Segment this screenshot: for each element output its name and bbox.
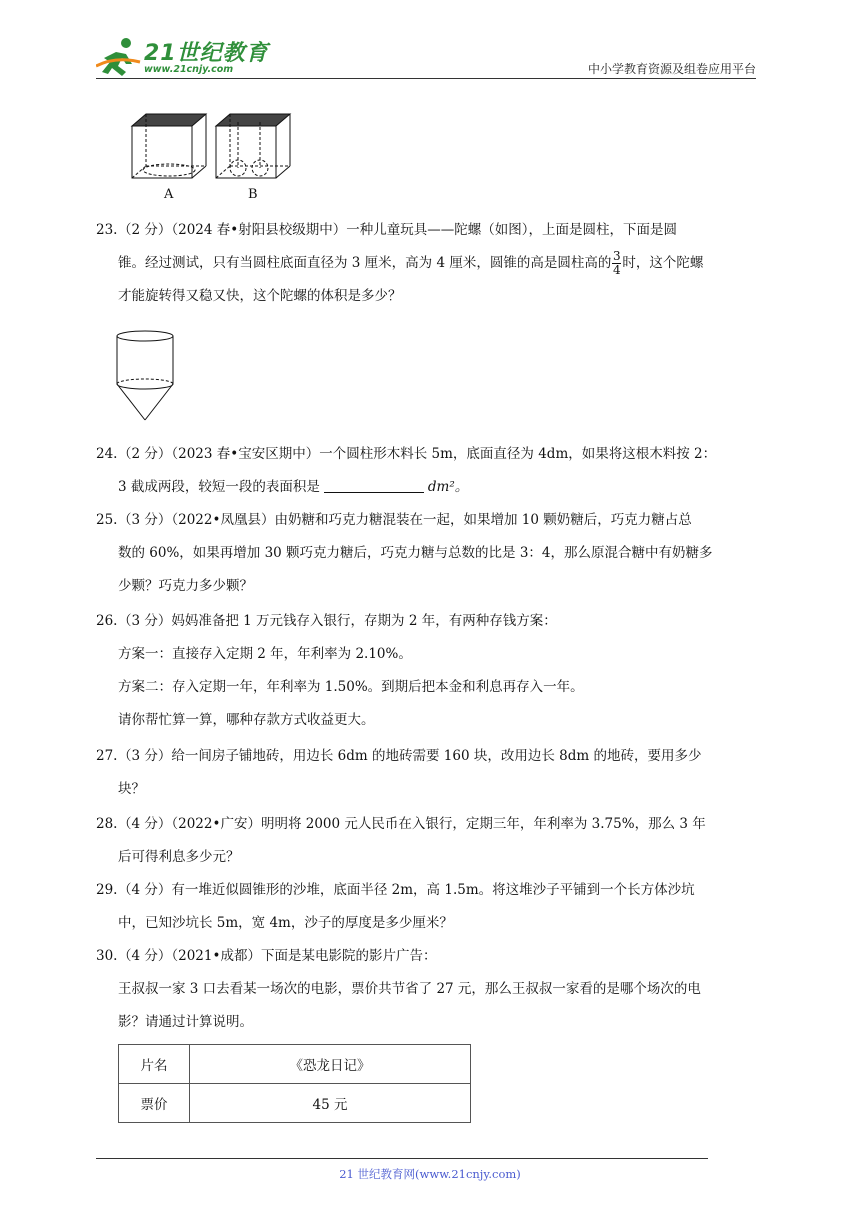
question-27 (96, 740, 764, 806)
question-text: （3 分）给一间房子铺地砖，用边长 6dm 的地砖需要 160 块，改用边长 8dm 的地砖，要用多少 (118, 748, 702, 764)
question-text: 影？请通过计算说明。 (118, 1014, 253, 1030)
film-ad-table (118, 1044, 471, 1123)
question-text: 数的 60%，如果再增加 30 颗巧克力糖后，巧克力糖与总数的比是 3：4，那么原混合糖中有奶糖多 (118, 545, 713, 561)
question-number: 30. (96, 948, 118, 964)
question-text: （4 分）有一堆近似圆锥形的沙堆，底面半径 2m，高 1.5m。将这堆沙子平铺到一个长方体沙坑 (118, 882, 695, 898)
question-number: 25. (96, 512, 118, 528)
question-26 (96, 605, 764, 737)
question-number: 27. (96, 748, 118, 764)
question-number: 29. (96, 882, 118, 898)
question-text: 才能旋转得又稳又快，这个陀螺的体积是多少？ (118, 288, 402, 304)
question-text: （3 分）（2022•凤凰县）由奶糖和巧克力糖混装在一起，如果增加 10 颗奶糖后，巧克力糖占总 (118, 512, 692, 528)
question-text: 方案一：直接存入定期 2 年，年利率为 2.10%。 (118, 646, 412, 662)
table-cell-label: 片名 (119, 1045, 190, 1084)
question-text: 请你帮忙算一算，哪种存款方式收益更大。 (118, 712, 375, 728)
table-cell-label: 票价 (119, 1084, 190, 1123)
question-text: 时，这个陀螺 (622, 255, 704, 271)
question-number: 23. (96, 222, 118, 238)
table-row (119, 1084, 471, 1123)
logo-text: 21世纪教育 (144, 41, 269, 66)
question-number: 28. (96, 816, 118, 832)
footer-divider (96, 1158, 708, 1159)
question-23 (96, 214, 764, 313)
footer-link[interactable]: 21 世纪教育网(www.21cnjy.com) (339, 1167, 521, 1181)
answer-blank[interactable] (324, 478, 424, 493)
question-text: （2 分）（2024 春•射阳县校级期中）一种儿童玩具——陀螺（如图），上面是圆柱，下面是圆 (118, 222, 677, 238)
question-text: （3 分）妈妈准备把 1 万元钱存入银行，存期为 2 年，有两种存钱方案： (118, 613, 557, 629)
question-text: （4 分）（2021•成都）下面是某电影院的影片广告： (118, 948, 437, 964)
table-row (119, 1045, 471, 1084)
cuboid-figure (124, 108, 304, 200)
figure-label-b: B (248, 187, 258, 200)
question-text: （2 分）（2023 春•宝安区期中）一个圆柱形木料长 5m，底面直径为 4dm，如果将这根木料按 2： (118, 446, 717, 462)
spinning-top-figure (112, 328, 178, 424)
question-text: 3 截成两段，较短一段的表面积是 (118, 479, 320, 495)
fraction: $\frac{3}{4}$ (613, 249, 621, 277)
table-cell-value: 《恐龙日记》 (190, 1045, 471, 1084)
header-divider (96, 78, 756, 79)
question-text: 后可得利息多少元？ (118, 849, 240, 865)
question-text: 中，已知沙坑长 5m，宽 4m，沙子的厚度是多少厘米？ (118, 915, 453, 931)
figure-label-a: A (164, 187, 174, 200)
question-28 (96, 808, 764, 874)
question-text: 锥。经过测试，只有当圆柱底面直径为 3 厘米，高为 4 厘米，圆锥的高是圆柱高的 (118, 255, 612, 271)
question-text: 方案二：存入定期一年，年利率为 1.50%。到期后把本金和利息再存入一年。 (118, 679, 584, 695)
runner-logo-icon (96, 36, 142, 80)
question-number: 26. (96, 613, 118, 629)
question-text: 块？ (118, 781, 145, 797)
question-30 (96, 940, 764, 1039)
unit-label: dm²。 (427, 479, 469, 495)
question-number: 24. (96, 446, 118, 462)
question-text: 王叔叔一家 3 口去看某一场次的电影，票价共节省了 27 元，那么王叔叔一家看的是哪个场次的电 (118, 981, 701, 997)
logo-url: www.21cnjy.com (144, 64, 234, 75)
question-29 (96, 874, 764, 940)
question-25 (96, 504, 764, 603)
question-text: 少颗？巧克力多少颗？ (118, 578, 253, 594)
site-logo[interactable] (96, 36, 269, 80)
question-24 (96, 438, 764, 504)
header-platform-name: 中小学教育资源及组卷应用平台 (587, 62, 756, 76)
table-cell-value: 45 元 (190, 1084, 471, 1123)
question-text: （4 分）（2022•广安）明明将 2000 元人民币在入银行，定期三年，年利率为 3.75%，那么 3 年 (118, 816, 706, 832)
